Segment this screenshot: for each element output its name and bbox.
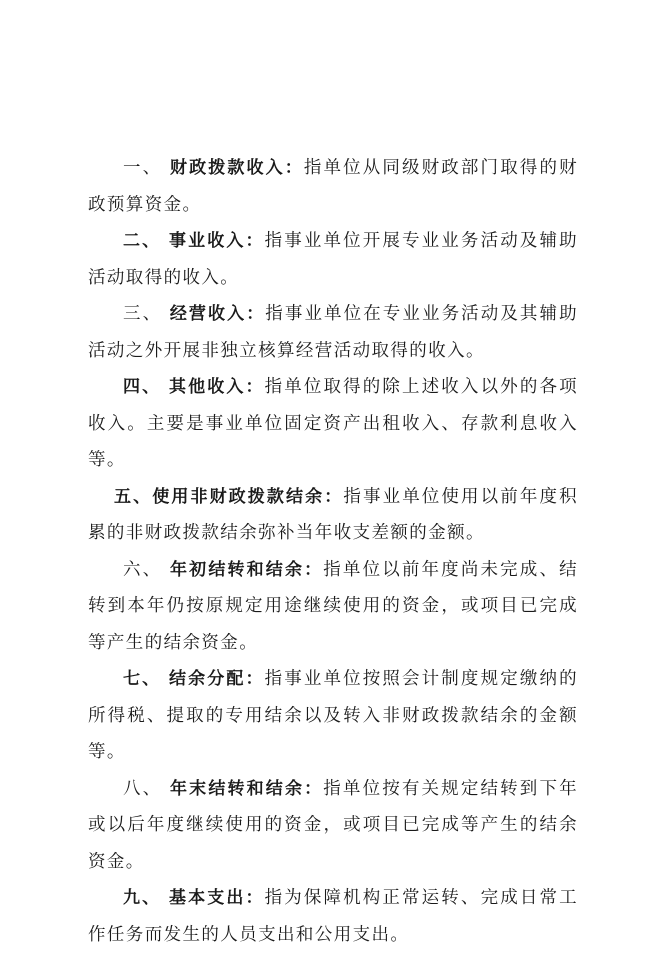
term-label: 经营收入： [169, 304, 266, 324]
item-number: 五、 [114, 486, 153, 507]
definition-text: 指单位从同级财政部门取得的财政预算资金。 [88, 158, 578, 215]
definitions-list [88, 150, 578, 953]
definition-text: 指单位以前年度尚未完成、结转到本年仍按原规定用途继续使用的资金，或项目已完成等产生的结余资金。 [88, 559, 578, 653]
definition-paragraph-3 [88, 296, 578, 369]
definition-text: 指事业单位按照会计制度规定缴纳的所得税、提取的专用结余以及转入非财政拨款结余的金额等。 [88, 669, 578, 762]
definition-text: 指事业单位在专业业务活动及其辅助活动之外开展非独立核算经营活动取得的收入。 [88, 304, 578, 361]
term-label: 使用非财政拨款结余： [152, 486, 344, 507]
item-number: 六、 [123, 559, 163, 580]
definition-text: 指事业单位开展专业业务活动及辅助活动取得的收入。 [88, 231, 578, 288]
term-label: 年初结转和结余： [170, 559, 324, 580]
item-number: 八、 [123, 778, 163, 799]
term-label: 其他收入： [168, 377, 265, 397]
definition-text: 指为保障机构正常运转、完成日常工作任务而发生的人员支出和公用支出。 [88, 888, 578, 945]
definition-paragraph-2 [88, 223, 578, 296]
definition-text: 指单位取得的除上述收入以外的各项收入。主要是事业单位固定资产出租收入、存款利息收入等。 [88, 377, 578, 470]
definition-paragraph-9 [88, 880, 578, 953]
term-label: 年末结转和结余： [170, 778, 324, 799]
definition-paragraph-6 [88, 552, 578, 662]
item-number: 二、 [123, 231, 162, 251]
item-number: 三、 [123, 304, 163, 324]
item-number: 四、 [123, 377, 162, 397]
item-number: 九、 [123, 888, 162, 908]
definition-text: 指单位按有关规定结转到下年或以后年度继续使用的资金，或项目已完成等产生的结余资金。 [88, 778, 578, 872]
definition-paragraph-1 [88, 150, 578, 223]
term-label: 结余分配： [168, 669, 265, 689]
term-label: 财政拨款收入： [169, 158, 304, 178]
item-number: 一、 [123, 158, 163, 178]
definition-paragraph-4 [88, 369, 578, 479]
term-label: 基本支出： [168, 888, 265, 908]
definition-text: 指事业单位使用以前年度积累的非财政拨款结余弥补当年收支差额的金额。 [88, 486, 578, 543]
definition-paragraph-5 [88, 479, 578, 552]
item-number: 七、 [123, 669, 162, 689]
definition-paragraph-7 [88, 661, 578, 771]
definition-paragraph-8 [88, 771, 578, 881]
term-label: 事业收入： [168, 231, 265, 251]
